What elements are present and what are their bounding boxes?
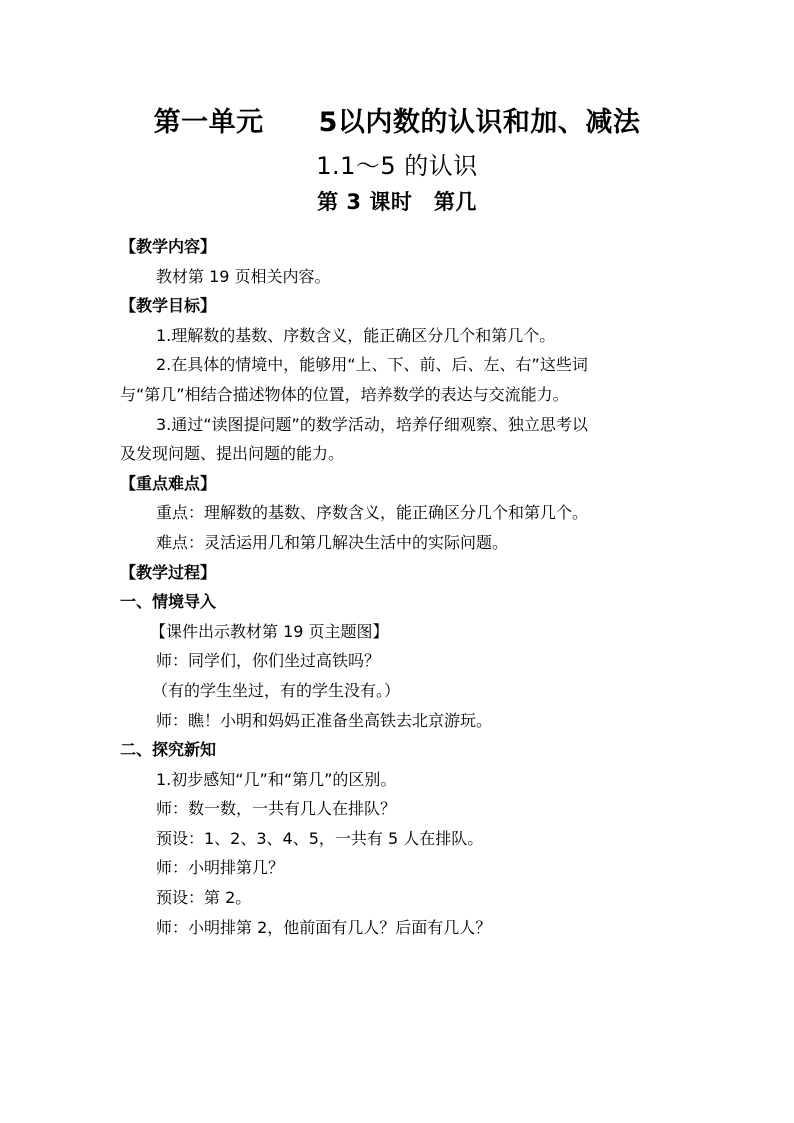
section-heading: 【教学目标】 [120,296,217,316]
paragraph-line: 师：瞧！小明和妈妈正准备坐高铁去北京游玩。 [156,710,493,730]
paragraph-line: 1.初步感知“几”和“第几”的区别。 [156,769,397,789]
paragraph-line: 师：小明排第 2，他前面有几人？后面有几人？ [156,917,492,937]
paragraph-line: 师：同学们，你们坐过高铁吗？ [156,651,381,671]
section-heading: 【重点难点】 [120,473,217,493]
document-body [120,232,720,942]
paragraph-line: 2.在具体的情境中，能够用“上、下、前、后、左、右”这些词 [156,355,588,375]
paragraph-line: 3.通过“读图提问题”的数学活动，培养仔细观察、独立思考以 [156,414,588,434]
paragraph-line: 与“第几”相结合描述物体的位置，培养数学的表达与交流能力。 [120,384,569,404]
section-heading: 【教学过程】 [120,562,217,582]
section-title: 1.1～5 的认识 [316,152,478,180]
lesson-title: 第 3 课时 第几 [317,190,477,214]
paragraph-line: 师：数一数，一共有几人在排队？ [156,799,397,819]
section-heading: 【教学内容】 [120,237,217,256]
paragraph-line: 教材第 19 页相关内容。 [156,266,331,286]
paragraph-line: 难点：灵活运用几和第几解决生活中的实际问题。 [156,532,509,552]
paragraph-line: 1.理解数的基数、序数含义，能正确区分几个和第几个。 [156,325,556,345]
paragraph-line: 预设：1、2、3、4、5，一共有 5 人在排队。 [156,828,484,848]
paragraph-line: （有的学生坐过，有的学生没有。） [152,680,401,700]
section-heading: 一、情境导入 [120,592,217,612]
paragraph-line: 【课件出示教材第 19 页主题图】 [150,621,389,641]
section-heading: 二、探究新知 [120,740,217,760]
unit-title: 第一单元 5以内数的认识和加、减法 [153,107,641,138]
paragraph-line: 及发现问题、提出问题的能力。 [120,444,345,464]
paragraph-line: 预设：第 2。 [156,888,252,908]
paragraph-line: 重点：理解数的基数、序数含义，能正确区分几个和第几个。 [156,503,589,523]
paragraph-line: 师：小明排第几？ [156,858,285,878]
